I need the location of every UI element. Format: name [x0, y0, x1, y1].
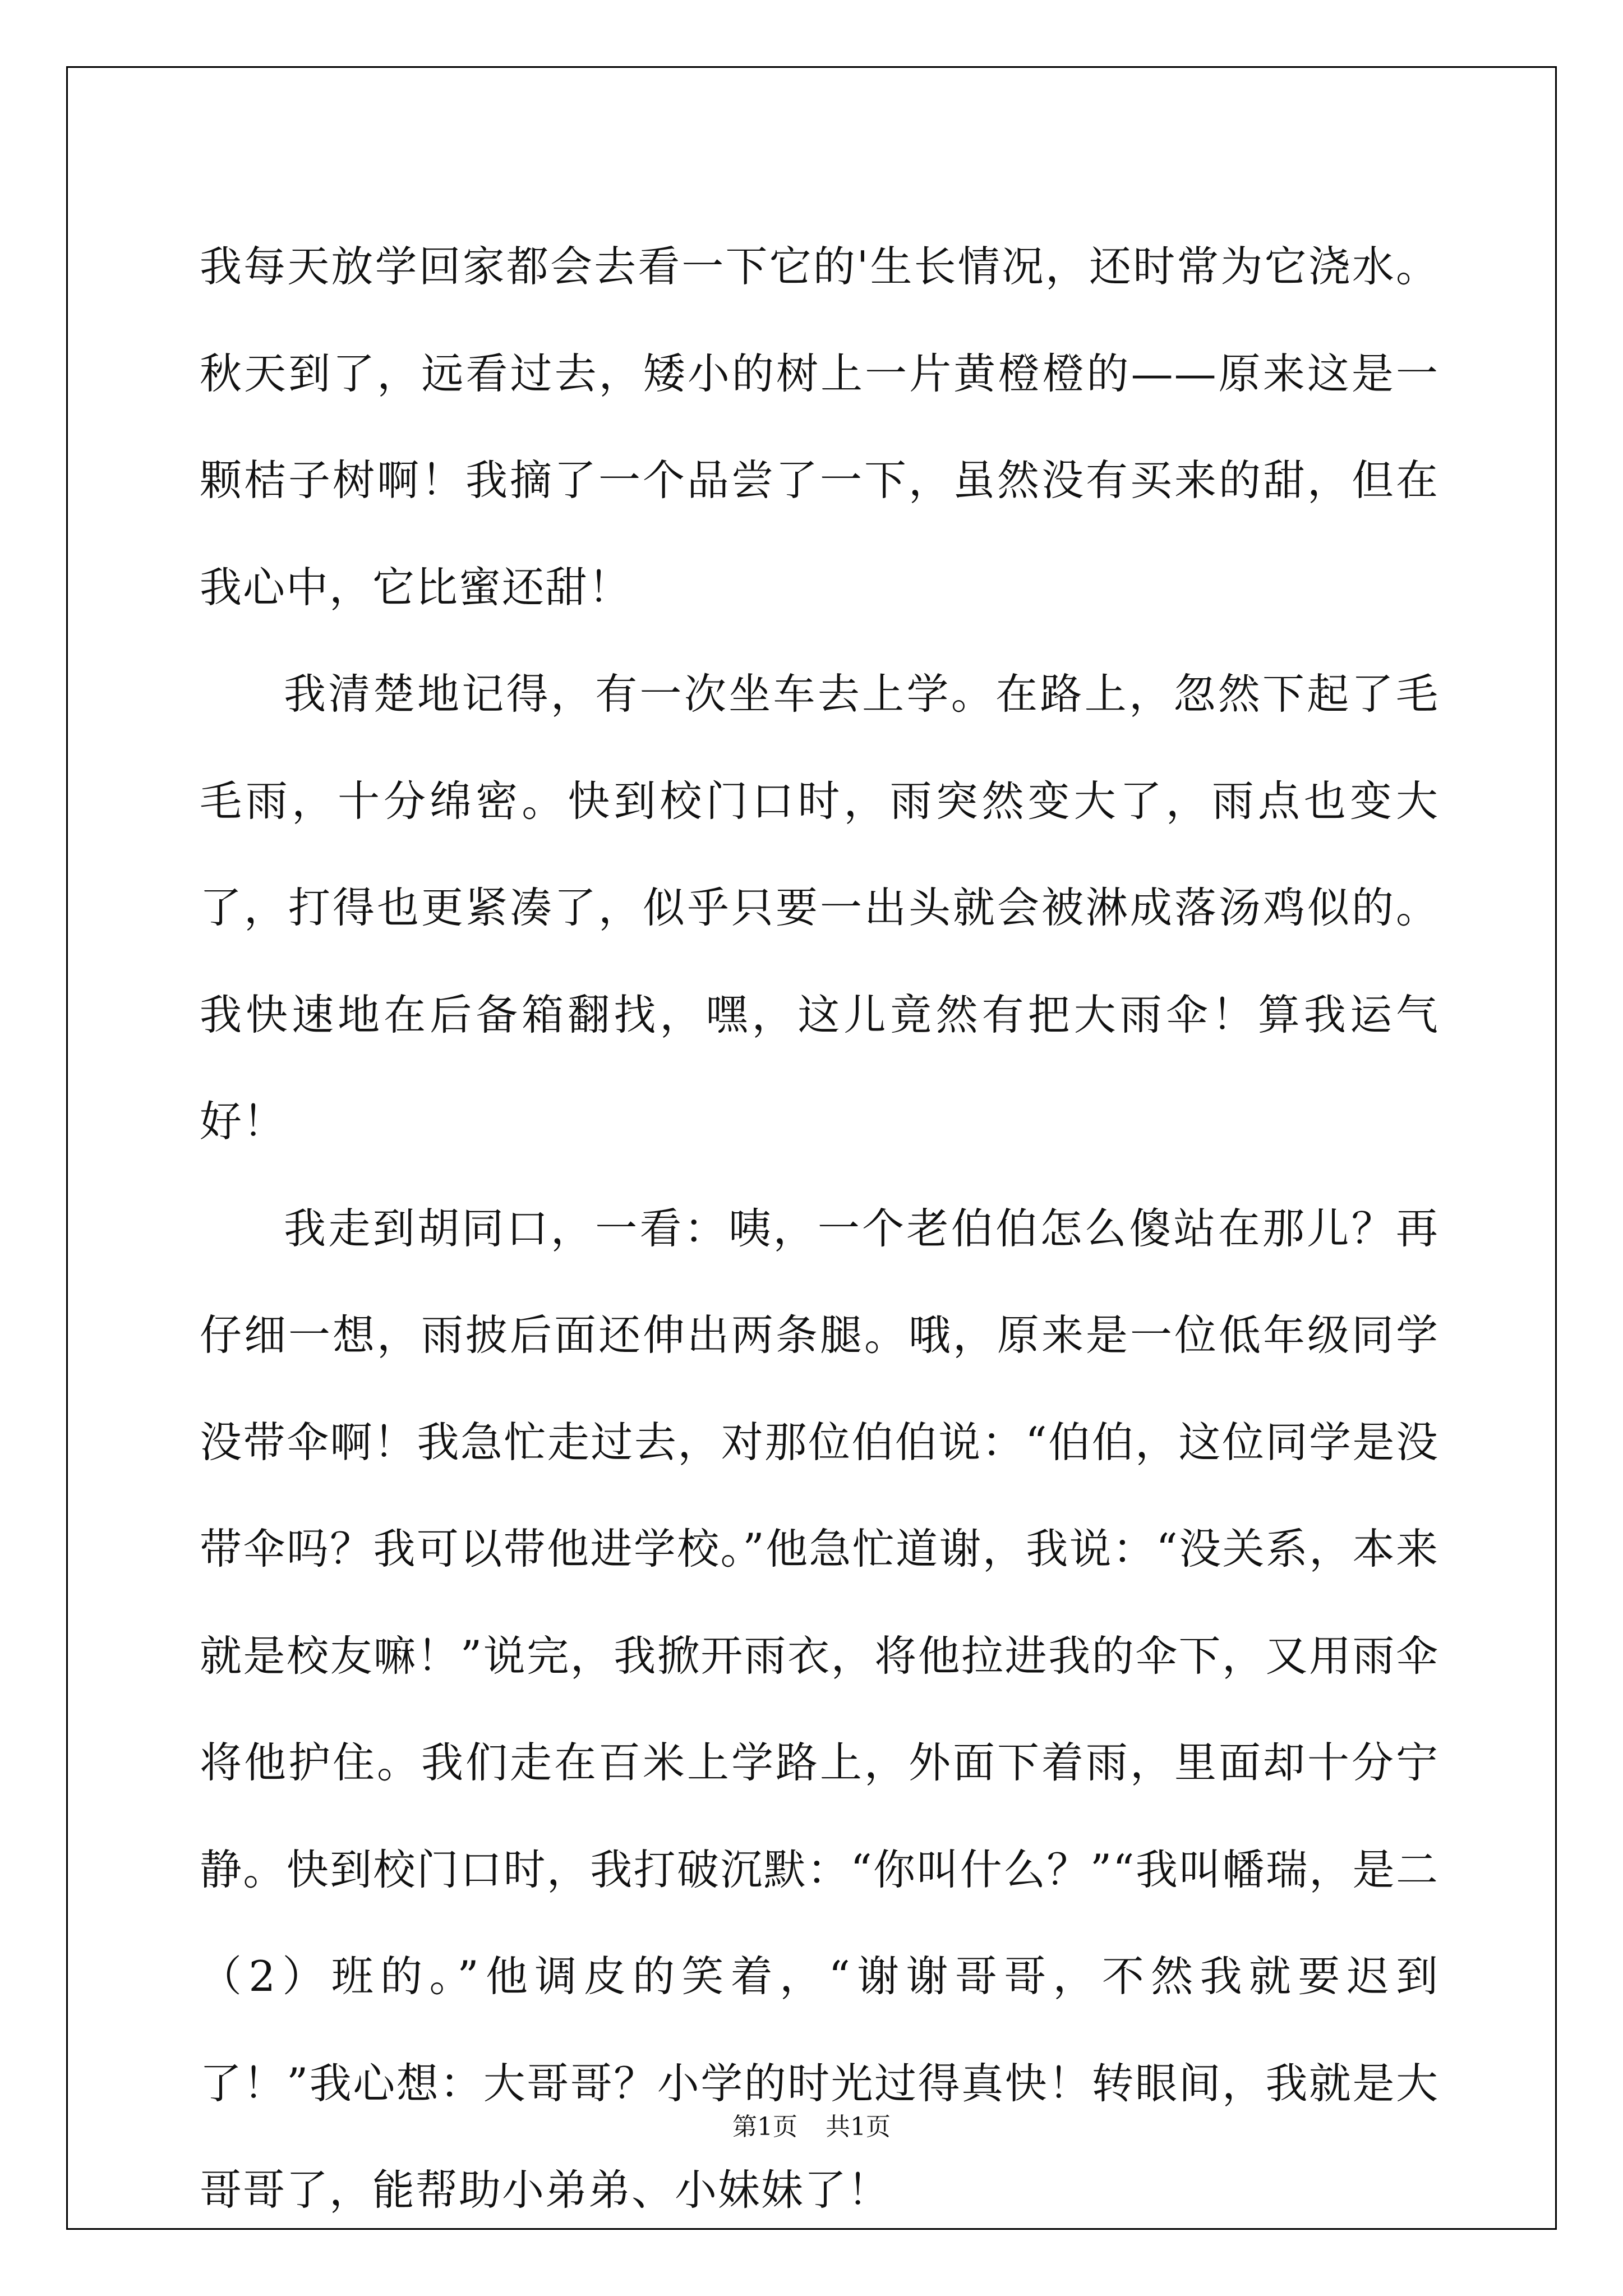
paragraph-1: 我每天放学回家都会去看一下它的'生长情况，还时常为它浇水。秋天到了，远看过去，矮小的树上一片黄橙橙的——原来这是一颗桔子树啊！我摘了一个品尝了一下，虽然没有买来的甜，但在我心中，它比蜜还甜！: [200, 242, 1439, 612]
paragraph-2: 我清楚地记得，有一次坐车去上学。在路上，忽然下起了毛毛雨，十分绵密。快到校门口时，雨突然变大了，雨点也变大了，打得也更紧凑了，似乎只要一出头就会被淋成落汤鸡似的。我快速地在后备箱翻找，嘿，这儿竟然有把大雨伞！算我运气好！: [200, 669, 1439, 1146]
page-total: 共1页: [826, 2113, 891, 2141]
page-number: 第1页: [732, 2113, 797, 2141]
document-body: [200, 213, 1439, 2244]
paragraph-3: 我走到胡同口，一看：咦，一个老伯伯怎么傻站在那儿？再仔细一想，雨披后面还伸出两条腿。哦，原来是一位低年级同学没带伞啊！我急忙走过去，对那位伯伯说：“伯伯，这位同学是没带伞吗？我可以带他进学校。”他急忙道谢，我说：“没关系，本来就是校友嘛！”说完，我掀开雨衣，将他拉进我的伞下，又用雨伞将他护住。我们走在百米上学路上，外面下着雨，里面却十分宁静。快到校门口时，我打破沉默：“你叫什么？”“我叫幡瑞，是二（2）班的。”他调皮的笑着，“谢谢哥哥，不然我就要迟到了！”我心想：大哥哥？小学的时光过得真快！转眼间，我就是大哥哥了，能帮助小弟弟、小妹妹了！: [200, 1203, 1439, 2215]
page-footer: [0, 2106, 1623, 2142]
